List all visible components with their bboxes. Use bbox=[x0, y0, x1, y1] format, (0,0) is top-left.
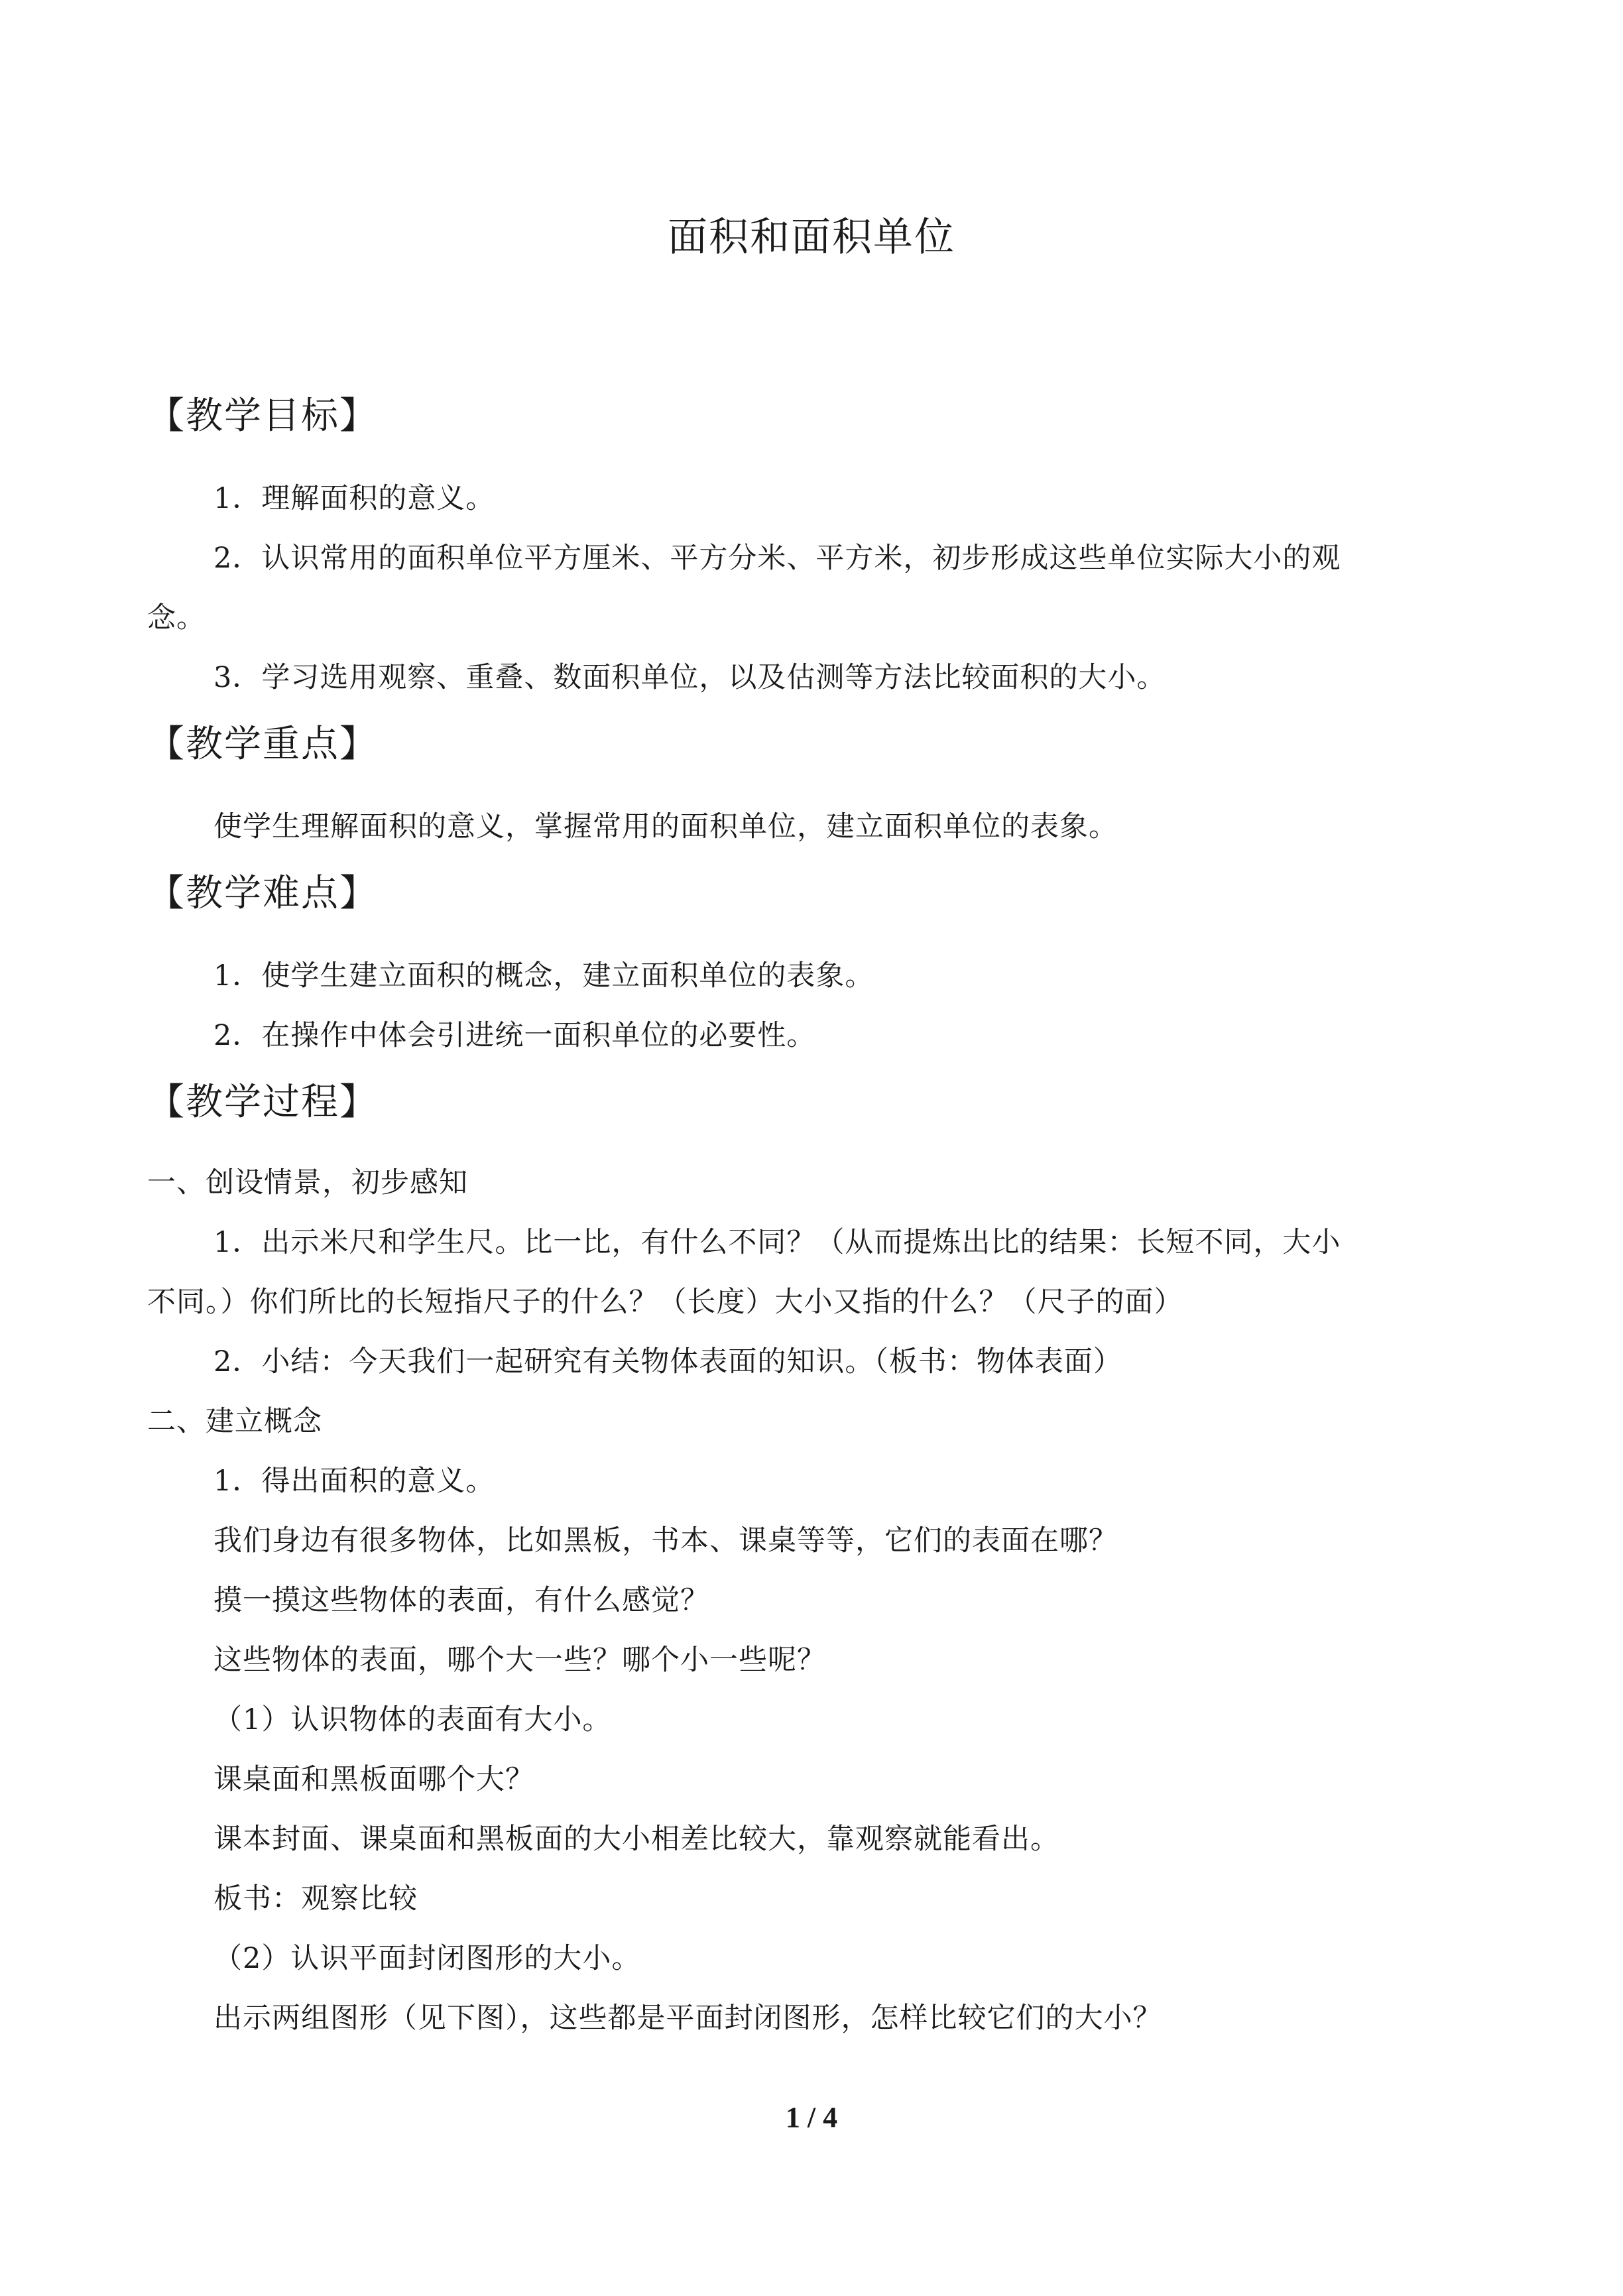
process-line: 不同。）你们所比的长短指尺子的什么？（长度）大小又指的什么？（尺子的面） bbox=[147, 1286, 1183, 1319]
objective-item-1: 1．理解面积的意义。 bbox=[213, 482, 495, 515]
objective-item-2-continued: 念。 bbox=[147, 601, 206, 634]
difficulty-item-2: 2．在操作中体会引进统一面积单位的必要性。 bbox=[213, 1019, 816, 1052]
objective-item-2: 2．认识常用的面积单位平方厘米、平方分米、平方米，初步形成这些单位实际大小的观 bbox=[213, 542, 1341, 575]
process-line: 课桌面和黑板面哪个大？ bbox=[213, 1763, 534, 1796]
process-line: 板书：观察比较 bbox=[213, 1882, 418, 1915]
process-part-2-heading: 二、建立概念 bbox=[147, 1405, 322, 1438]
process-part-1-heading: 一、创设情景，初步感知 bbox=[147, 1166, 468, 1199]
objective-item-3: 3．学习选用观察、重叠、数面积单位，以及估测等方法比较面积的大小。 bbox=[213, 661, 1166, 694]
process-line: （1）认识物体的表面有大小。 bbox=[213, 1703, 612, 1736]
section-heading-objectives: 【教学目标】 bbox=[147, 394, 378, 438]
process-line: 我们身边有很多物体，比如黑板，书本、课桌等等，它们的表面在哪？ bbox=[213, 1524, 1118, 1557]
process-line: 1．得出面积的意义。 bbox=[213, 1465, 495, 1498]
process-line: 这些物体的表面，哪个大一些？哪个小一些呢？ bbox=[213, 1644, 826, 1677]
process-line: 2．小结：今天我们一起研究有关物体表面的知识。（板书：物体表面） bbox=[213, 1345, 1122, 1378]
process-line: 课本封面、课桌面和黑板面的大小相差比较大，靠观察就能看出。 bbox=[213, 1823, 1059, 1856]
key-point-item-1: 使学生理解面积的意义，掌握常用的面积单位，建立面积单位的表象。 bbox=[213, 810, 1118, 843]
page-number: 1 / 4 bbox=[785, 2101, 838, 2134]
process-line: （2）认识平面封闭图形的大小。 bbox=[213, 1942, 641, 1975]
document-title: 面积和面积单位 bbox=[668, 214, 955, 261]
process-line: 摸一摸这些物体的表面，有什么感觉？ bbox=[213, 1584, 709, 1617]
section-heading-key-points: 【教学重点】 bbox=[147, 723, 378, 766]
process-line: 出示两组图形（见下图），这些都是平面封闭图形，怎样比较它们的大小？ bbox=[213, 2002, 1162, 2035]
section-heading-difficulties: 【教学难点】 bbox=[147, 872, 378, 915]
process-line: 1．出示米尺和学生尺。比一比，有什么不同？（从而提炼出比的结果：长短不同，大小 bbox=[213, 1226, 1341, 1259]
section-heading-process: 【教学过程】 bbox=[147, 1081, 378, 1124]
difficulty-item-1: 1．使学生建立面积的概念，建立面积单位的表象。 bbox=[213, 959, 874, 993]
